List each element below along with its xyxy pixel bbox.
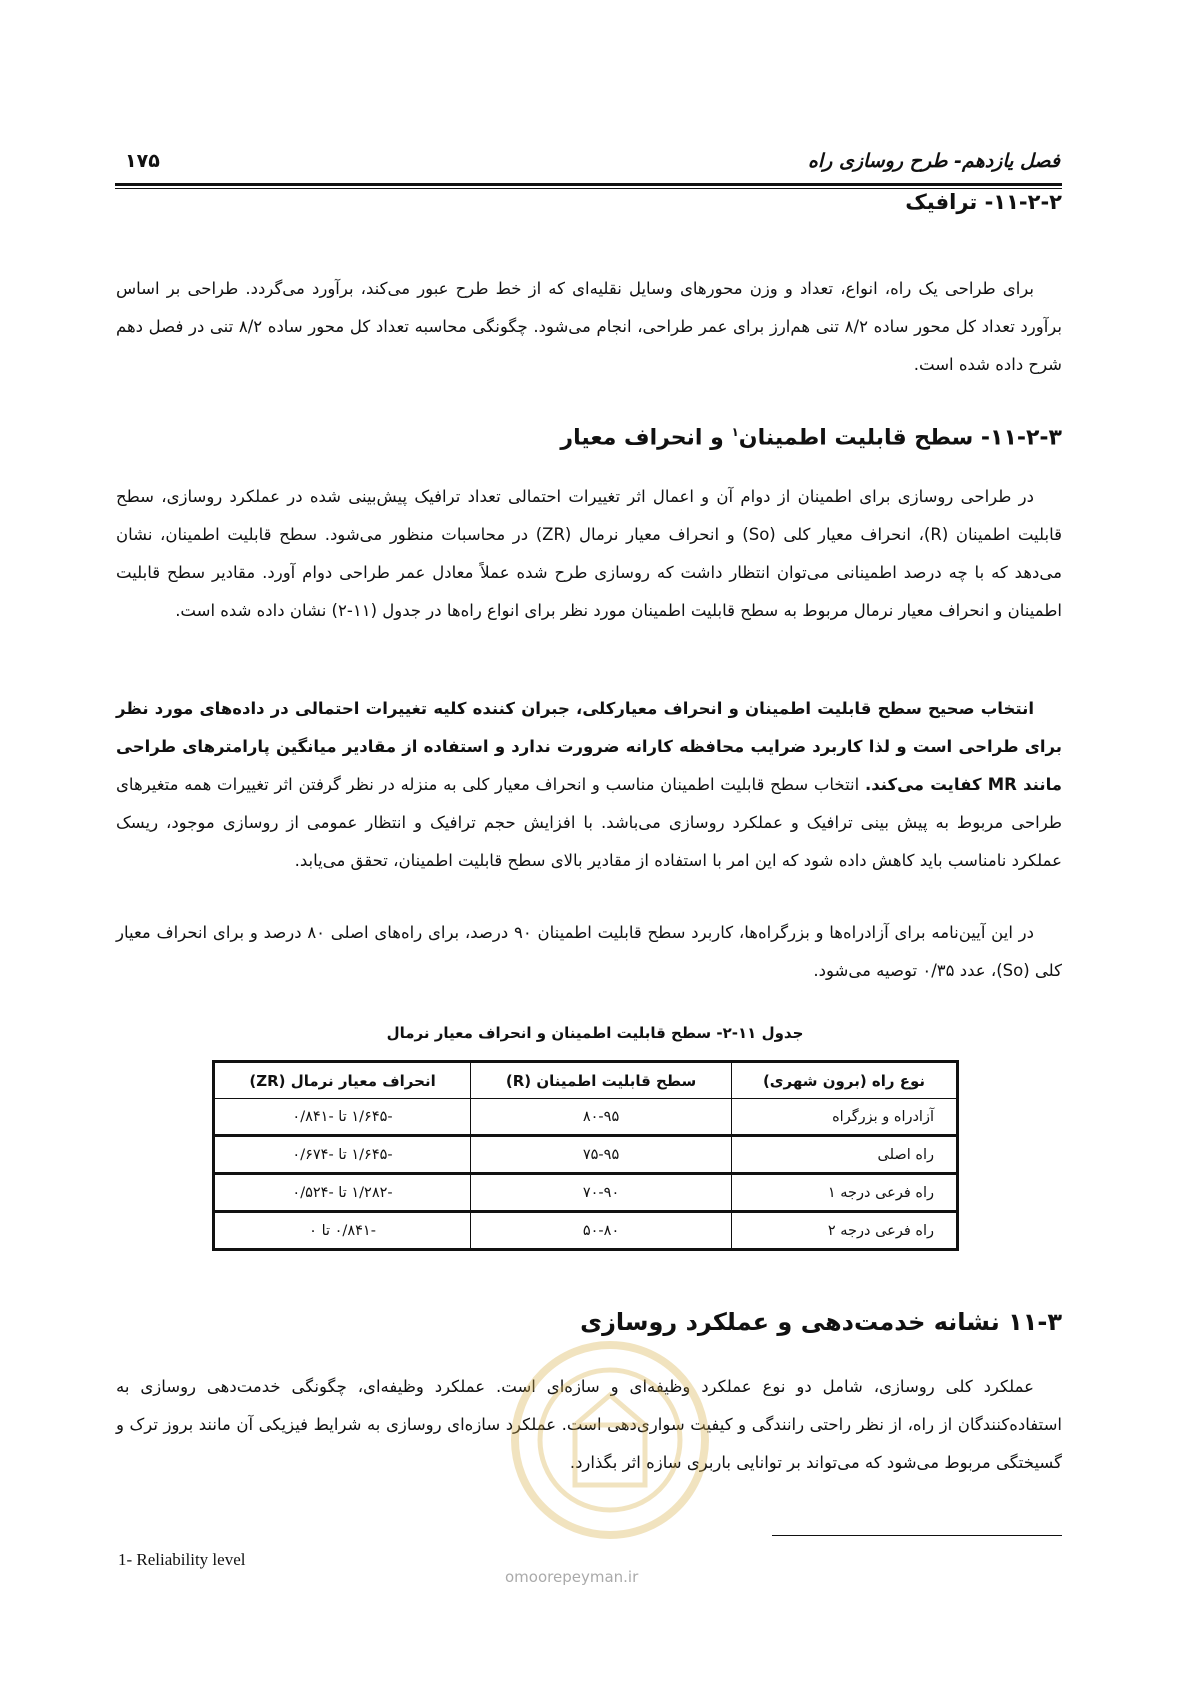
cell-zr: -۱/۶۴۵ تا -۰/۸۴۱ [214, 1099, 471, 1136]
cell-road-type: راه فرعی درجه ۱ [732, 1174, 958, 1212]
reliability-table [212, 1060, 959, 1251]
paragraph-text: در این آیین‌نامه برای آزادراه‌ها و بزرگراه‌ها، کاربرد سطح قابلیت اطمینان ۹۰ درصد، برای راه‌های اصلی ۸۰ درصد و برای انحراف معیار کلی (So)، عدد ۰/۳۵ توصیه می‌شود. [116, 923, 1062, 980]
footnote-rule [772, 1535, 1062, 1536]
heading-text-tail: و انحراف معیار [560, 425, 732, 451]
paragraph-reliability-intro [116, 478, 1062, 630]
cell-reliability: ۸۰-۹۵ [471, 1099, 732, 1136]
cell-reliability: ۷۰-۹۰ [471, 1174, 732, 1212]
paragraph-text: انتخاب سطح قابلیت اطمینان مناسب و انحراف معیار کلی به منزله در نظر گرفتن اثر تغییرات همه متغیرهای طراحی مربوط به پیش بینی ترافیک و عملکرد روسازی می‌باشد. با افزایش حجم ترافیک و انتظار عمومی از روسازی موجود، ریسک عملکرد نامناسب باید کاهش داده شود که این امر با استفاده از مقادیر بالای سطح قابلیت اطمینان، تحقق می‌یابد. [116, 775, 1062, 870]
header-rule-thin [115, 188, 1062, 189]
table-caption: جدول ۱۱-۲- سطح قابلیت اطمینان و انحراف معیار نرمال [386, 1024, 804, 1042]
page-header [115, 146, 1060, 182]
footnote: 1- Reliability level [118, 1550, 246, 1569]
chapter-title: فصل یازدهم- طرح روسازی راه [807, 150, 1060, 172]
watermark-logo [500, 1330, 720, 1560]
cell-reliability: ۵۰-۸۰ [471, 1212, 732, 1250]
column-header-road-type: نوع راه (برون شهری) [732, 1062, 958, 1099]
cell-zr: -۱/۶۴۵ تا -۰/۶۷۴ [214, 1136, 471, 1174]
paragraph-text: عملکرد کلی روسازی، شامل دو نوع عملکرد وظیفه‌ای و سازه‌ای است. عملکرد وظیفه‌ای، چگونگی خدمت‌دهی روسازی به استفاده‌کنندگان از راه، از نظر راحتی رانندگی و کیفیت سواری‌دهی است. عملکرد سازه‌ای روسازی به شرایط فیزیکی آن مانند بروز ترک و گسیختگی مربوط می‌شود که می‌تواند بر توانایی باربری سازه اثر بگذارد. [116, 1377, 1062, 1472]
section-heading-reliability [560, 425, 1062, 450]
column-header-reliability: سطح قابلیت اطمینان (R) [471, 1062, 732, 1099]
paragraph-recommendation [116, 914, 1062, 990]
paragraph-text: در طراحی روسازی برای اطمینان از دوام آن و اعمال اثر تغییرات احتمالی تعداد ترافیک پیش‌بینی شده در عملکرد روسازی، سطح قابلیت اطمینان (R)، انحراف معیار کلی (So) و انحراف معیار نرمال (ZR) در محاسبات منظور می‌شود. سطح قابلیت اطمینان، نشان می‌دهد که با چه درصد اطمینانی می‌توان انتظار داشت که روسازی طرح شده عملاً معادل عمر طراحی دوام آورد. مقادیر سطح قابلیت اطمینان و انحراف معیار نرمال مربوط به سطح قابلیت اطمینان مورد نظر برای انواع راه‌ها در جدول (۱۱-۲) نشان داده شده است. [116, 487, 1062, 620]
footnote-marker[interactable]: ۱ [731, 425, 739, 439]
heading-text: ۱۱-۲-۳- سطح قابلیت اطمینان [738, 425, 1062, 451]
column-header-zr: انحراف معیار نرمال (ZR) [214, 1062, 471, 1099]
paragraph-bold-text: انتخاب صحیح سطح قابلیت اطمینان و انحراف معیارکلی، جبران کننده کلیه تغییرات احتمالی در داده‌های مورد نظر برای طراحی است و لذا کاربرد ضرایب محافظه کارانه ضرورت ندارد و استفاده از مقادیر میانگین پارامترهای طراحی مانند MR کفایت می‌کند. [116, 699, 1062, 794]
table-row [214, 1136, 958, 1174]
header-rule [115, 183, 1062, 186]
section-heading-traffic: ۱۱-۲-۲- ترافیک [905, 190, 1062, 214]
page-number: ۱۷۵ [125, 150, 160, 172]
paragraph-text: برای طراحی یک راه، انواع، تعداد و وزن محورهای وسایل نقلیه‌ای که از خط طرح عبور می‌کند، برآورد می‌گردد. طراحی بر اساس برآورد تعداد کل محور ساده ۸/۲ تنی هم‌ارز برای عمر طراحی، انجام می‌شود. چگونگی محاسبه تعداد کل محور ساده ۸/۲ تنی در فصل دهم شرح داده شده است. [116, 279, 1062, 374]
table-row [214, 1174, 958, 1212]
cell-zr: -۰/۸۴۱ تا ۰ [214, 1212, 471, 1250]
table-row [214, 1099, 958, 1136]
cell-zr: -۱/۲۸۲ تا -۰/۵۲۴ [214, 1174, 471, 1212]
watermark-url: omoorepeyman.ir [505, 1568, 639, 1586]
cell-road-type: آزادراه و بزرگراه [732, 1099, 958, 1136]
section-heading-serviceability: ۱۱-۳ نشانه خدمت‌دهی و عملکرد روسازی [580, 1308, 1062, 1336]
table-row [214, 1212, 958, 1250]
cell-reliability: ۷۵-۹۵ [471, 1136, 732, 1174]
cell-road-type: راه اصلی [732, 1136, 958, 1174]
table-header-row [214, 1062, 958, 1099]
cell-road-type: راه فرعی درجه ۲ [732, 1212, 958, 1250]
paragraph-traffic [116, 270, 1062, 384]
paragraph-reliability-selection [116, 690, 1062, 880]
